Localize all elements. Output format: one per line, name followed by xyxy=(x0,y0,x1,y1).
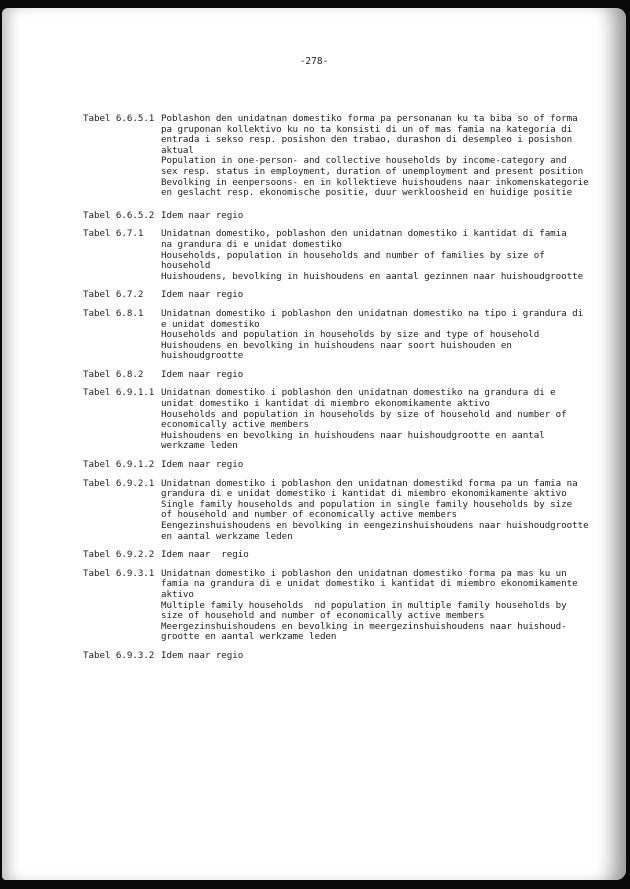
table-description xyxy=(161,651,613,662)
description-line: Idem naar regio xyxy=(161,459,244,471)
description-line: famia na grandura di e unidat domestiko i kantidat di miembro ekonomikamente xyxy=(161,578,578,590)
description-line: pa gruponan kollektivo ku no ta konsisti di un of mas famia na kategoria di xyxy=(161,123,573,135)
description-line: unidat domestiko i kantidat di miembro ekonomikamente aktivo xyxy=(161,398,490,410)
description-line: Unidatnan domestiko i poblashon den unidatnan domestiko forma pa mas ku un xyxy=(161,567,567,579)
description-line: Households and population in households by size and type of household xyxy=(161,329,540,341)
table-number-label: Tabel 6.9.1.1 xyxy=(83,387,155,399)
table-number-label: Tabel 6.6.5.1 xyxy=(83,113,155,124)
table-number-label: Tabel 6.9.3.2 xyxy=(83,649,155,661)
description-line: Unidatnan domestiko i poblashon den unidatnan domestiko na tipo i grandura di xyxy=(161,307,584,319)
description-line: Population in one-person- and collective households by income-category and xyxy=(161,155,567,167)
table-number-label: Tabel 6.8.1 xyxy=(83,307,144,319)
description-line: Idem naar regio xyxy=(161,289,244,301)
table-number-label: Tabel 6.7.1 xyxy=(83,228,144,240)
table-description xyxy=(161,290,613,301)
table-entry xyxy=(83,370,613,381)
table-entry xyxy=(83,569,613,643)
description-line: Huishoudens en bevolking in huishoudens naar huishoudgrootte en aantal xyxy=(161,429,545,441)
table-number-label: Tabel 6.8.2 xyxy=(83,368,144,380)
table-number-label: Tabel 6.9.2.2 xyxy=(83,549,155,561)
table-number-label: Tabel 6.9.3.1 xyxy=(83,567,155,579)
table-description xyxy=(161,460,613,471)
description-line: e unidat domestiko xyxy=(161,318,260,330)
table-entry xyxy=(83,114,613,199)
description-line: Idem naar regio xyxy=(161,209,244,221)
table-number-label: Tabel 6.9.1.2 xyxy=(83,459,155,471)
table-description xyxy=(161,388,613,452)
description-line: Eengezinshuishoudens en bevolking in eengezinshuishoudens naar huishoudgrootte xyxy=(161,520,589,531)
description-line: Idem naar regio xyxy=(161,649,244,661)
description-line: Idem naar regio xyxy=(161,368,244,380)
description-line: en geslacht resp. ekonomische positie, duur werkloosheid en huidige positie xyxy=(161,187,573,199)
table-index-list xyxy=(83,114,613,670)
table-description xyxy=(161,309,613,362)
scanned-page xyxy=(2,8,626,880)
description-line: Households, population in households and number of families by size of xyxy=(161,249,545,261)
description-line: aktual xyxy=(161,144,194,156)
page-number: -278- xyxy=(299,56,329,67)
table-description xyxy=(161,114,613,199)
description-line: en aantal werkzame leden xyxy=(161,530,293,542)
table-description xyxy=(161,550,613,561)
table-description xyxy=(161,569,613,643)
description-line: of household and number of economically active members xyxy=(161,509,457,521)
table-number-label: Tabel 6.6.5.2 xyxy=(83,209,155,221)
description-line: Meergezinshuishoudens en bevolking in meergezinshuishoudens naar huishoud- xyxy=(161,620,567,632)
table-entry xyxy=(83,229,613,282)
table-description xyxy=(161,479,613,543)
description-line: Idem naar regio xyxy=(161,549,249,561)
description-line: Unidatnan domestiko i poblashon den unidatnan domestikd forma pa un famia na xyxy=(161,477,578,489)
description-line: grandura di e unidat domestiko i kantidat di miembro ekonomikamente aktivo xyxy=(161,488,567,500)
description-line: Single family households and population in single family households by size xyxy=(161,498,573,510)
table-number-label: Tabel 6.7.2 xyxy=(83,289,144,301)
description-line: Poblashon den unidatnan domestiko forma pa personanan ku ta biba so of forma xyxy=(161,113,578,124)
table-description xyxy=(161,229,613,282)
description-line: Huishoudens en bevolking in huishoudens naar soort huishouden en xyxy=(161,339,512,351)
description-line: size of household and number of economically active members xyxy=(161,610,485,622)
table-entry xyxy=(83,309,613,362)
description-line: Households and population in households by size of household and number of xyxy=(161,408,567,420)
description-line: huishoudgrootte xyxy=(161,350,244,362)
description-line: Unidatnan domestiko, poblashon den unidatnan domestiko i kantidat di famia xyxy=(161,228,567,240)
description-line: werkzame leden xyxy=(161,440,238,452)
description-line: grootte en aantal werkzame leden xyxy=(161,631,337,643)
description-line: household xyxy=(161,260,211,272)
table-description xyxy=(161,370,613,381)
description-line: aktivo xyxy=(161,588,194,600)
table-description xyxy=(161,211,613,222)
table-number-label: Tabel 6.9.2.1 xyxy=(83,477,155,489)
description-line: economically active members xyxy=(161,419,309,431)
table-entry xyxy=(83,211,613,222)
description-line: Huishoudens, bevolking in huishoudens en aantal gezinnen naar huishoudgrootte xyxy=(161,270,584,282)
table-entry xyxy=(83,651,613,662)
table-entry xyxy=(83,550,613,561)
description-line: Multiple family households nd population in multiple family households by xyxy=(161,599,567,611)
table-entry xyxy=(83,479,613,543)
description-line: na grandura di e unidat domestiko xyxy=(161,238,342,250)
description-line: entrada i sekso resp. posishon den trabao, durashon di desempleo i posishon xyxy=(161,134,573,146)
description-line: sex resp. status in employment, duration of unemployment and present position xyxy=(161,165,584,177)
table-entry xyxy=(83,290,613,301)
description-line: Bevolking in eenpersoons- en in kollektieve huishoudens naar inkomenskategorie xyxy=(161,176,589,188)
description-line: Unidatnan domestiko i poblashon den unidatnan domestiko na grandura di e xyxy=(161,387,556,399)
table-entry xyxy=(83,460,613,471)
table-entry xyxy=(83,388,613,452)
